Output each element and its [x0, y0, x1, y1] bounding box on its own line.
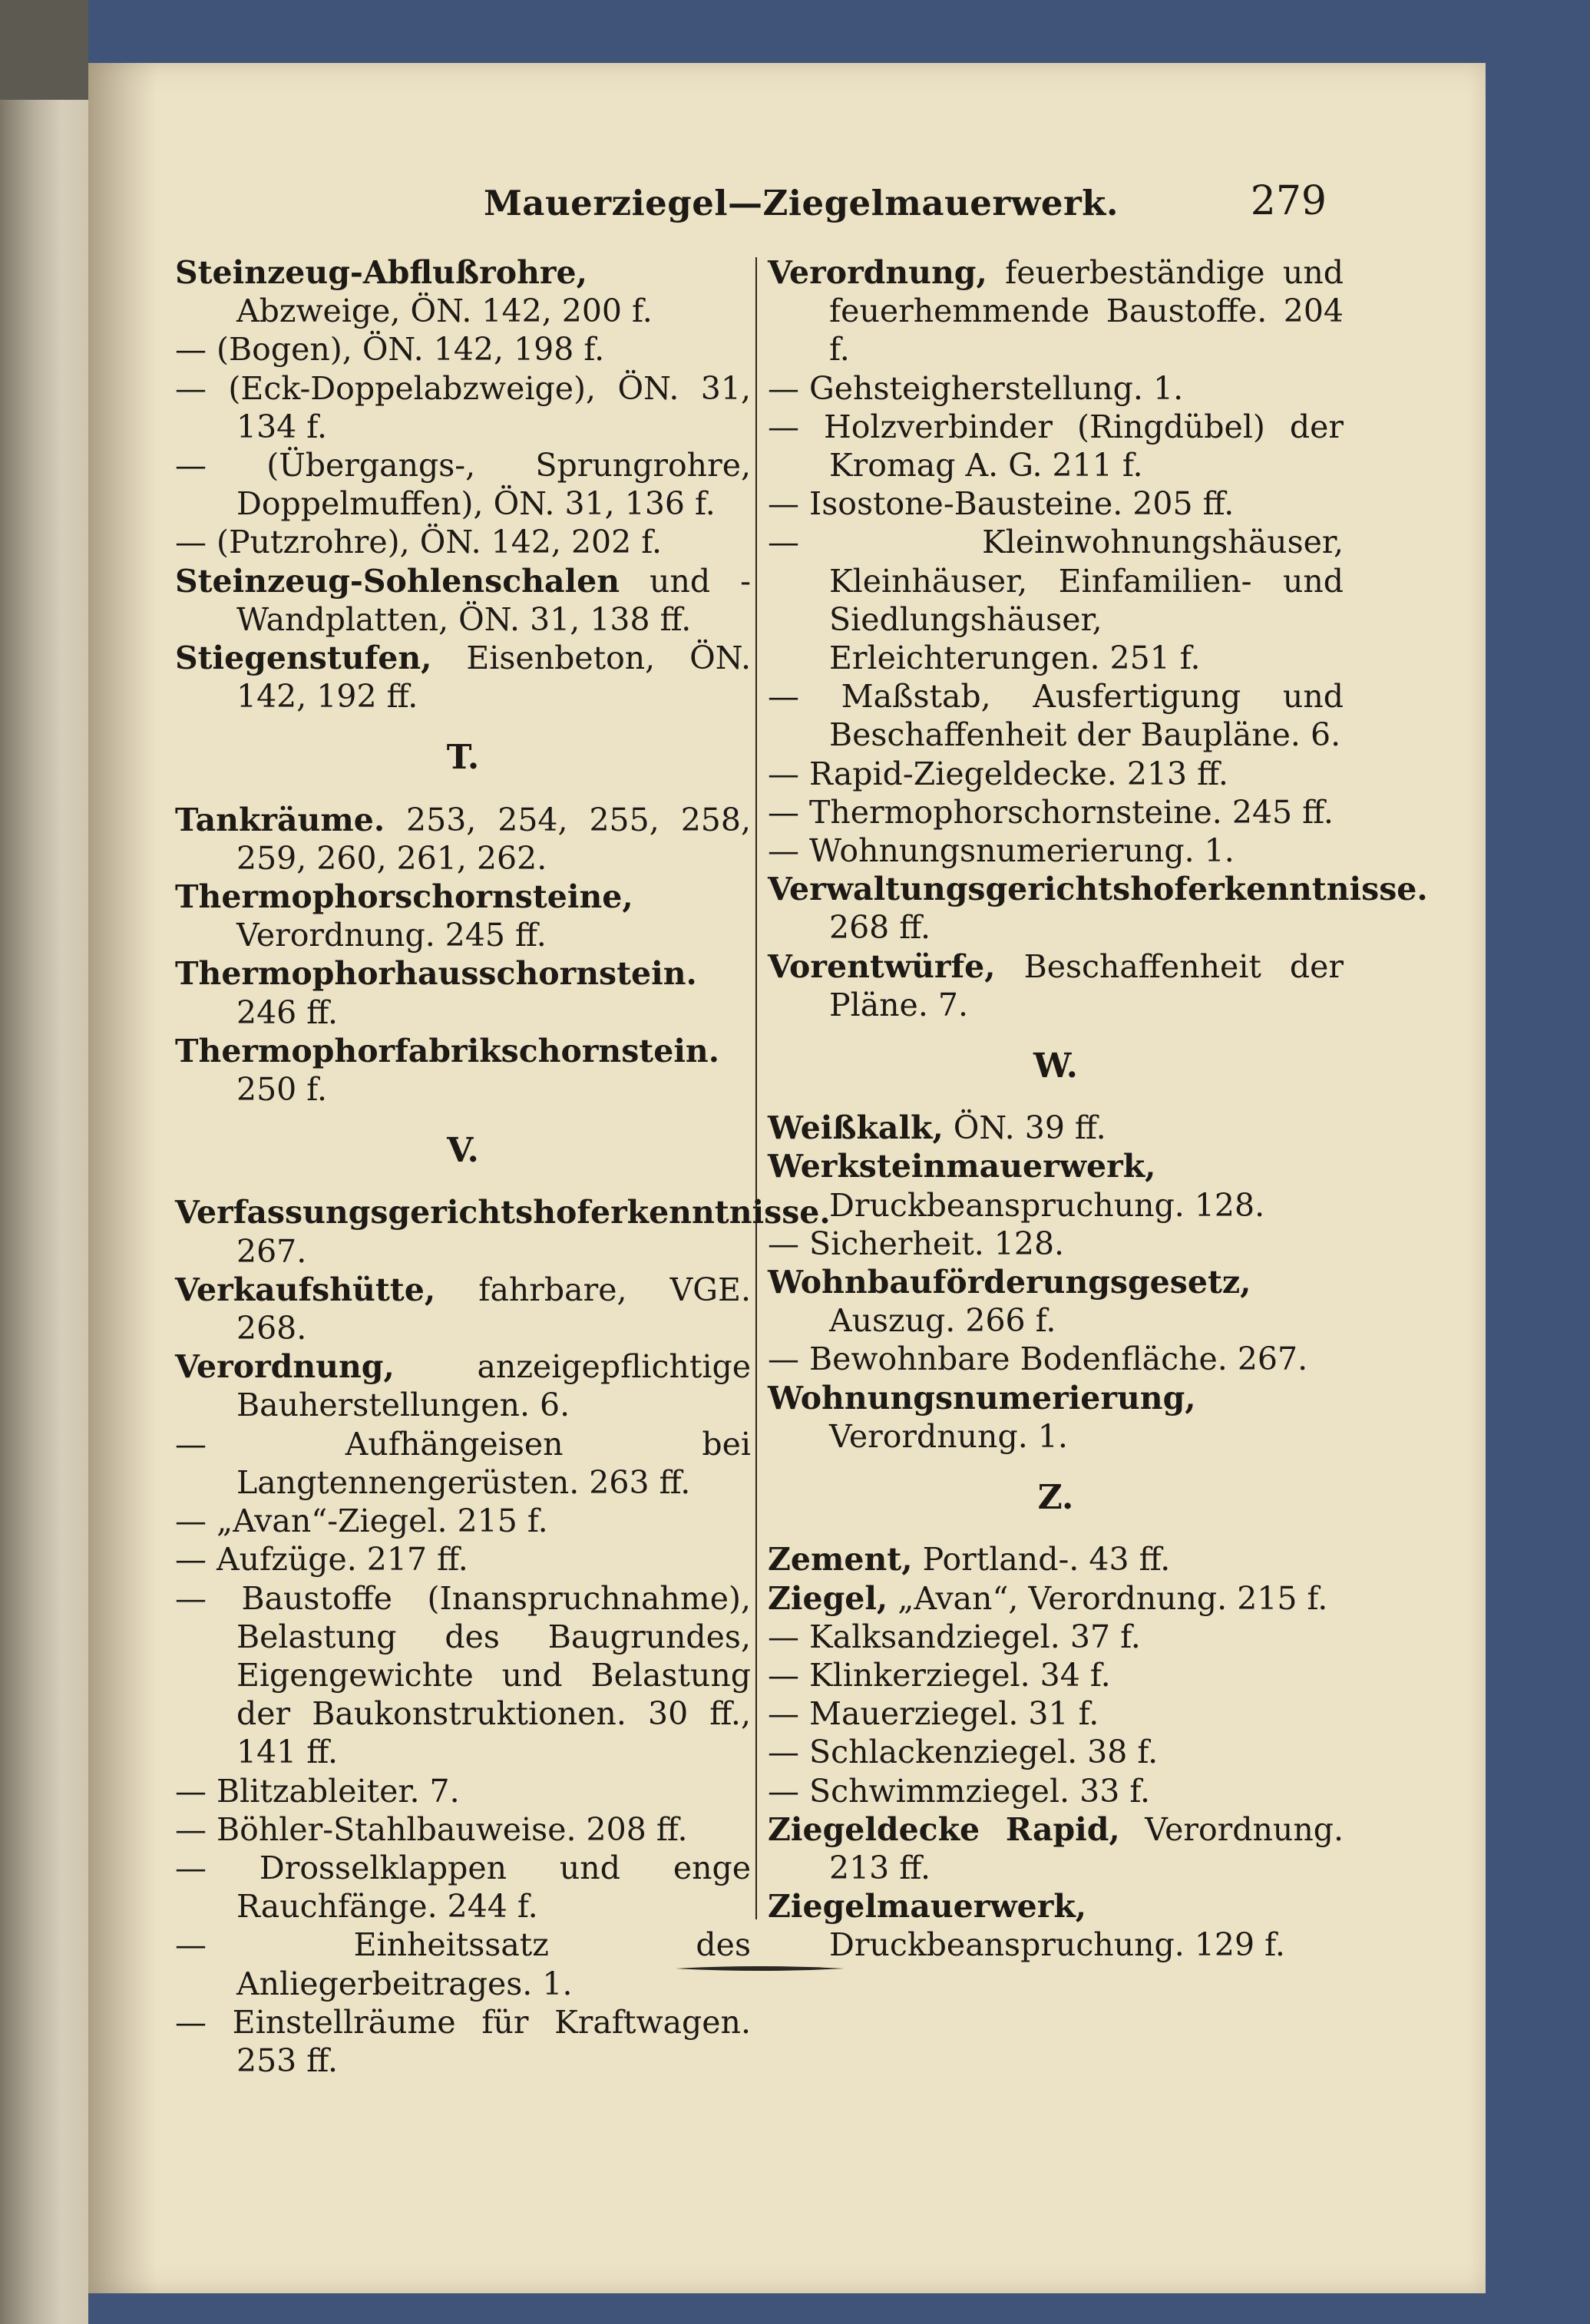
index-entry — [175, 639, 751, 716]
entry-text: Verordnung. 213 ff. — [829, 1810, 1344, 1886]
entry-text: — (Übergangs-, Sprungrohre, Doppelmuffen), ÖN. 31, 136 f. — [175, 447, 751, 523]
book-spine-corner — [0, 0, 88, 100]
section-letter: Z. — [1037, 1478, 1074, 1518]
page-number: 279 — [1250, 178, 1327, 224]
index-entry — [768, 1733, 1344, 1771]
index-entry — [768, 484, 1344, 523]
index-entry — [175, 1772, 751, 1810]
section-letter: W. — [1033, 1046, 1078, 1086]
entry-heading: Werksteinmauerwerk, — [768, 1148, 1156, 1185]
entry-text: — Schlackenziegel. 38 f. — [768, 1734, 1159, 1771]
entry-text: Druckbeanspruchung. 128. — [829, 1186, 1265, 1224]
entry-text: — Bewohnbare Bodenfläche. 267. — [768, 1341, 1308, 1378]
entry-text: 246 ff. — [236, 993, 338, 1031]
entry-text: — Einheitssatz des Anliegerbeitrages. 1. — [175, 1926, 751, 2002]
index-entry — [175, 1810, 751, 1849]
entry-text: — Kalksandziegel. 37 f. — [768, 1618, 1141, 1655]
entry-text: — Rapid-Ziegeldecke. 213 ff. — [768, 755, 1228, 792]
entry-text: — Klinkerziegel. 34 f. — [768, 1656, 1111, 1694]
entry-text: — Einstellräume für Kraftwagen. 253 ff. — [175, 2003, 751, 2079]
index-entry — [768, 831, 1344, 870]
entry-heading: Ziegel, — [768, 1579, 888, 1617]
entry-text: — Aufhängeisen bei Langtennengerüsten. 263 ff. — [175, 1425, 751, 1501]
entry-heading: Ziegelmauerwerk, — [768, 1888, 1087, 1926]
index-entry — [768, 1656, 1344, 1694]
index-entry — [175, 1271, 751, 1347]
entry-heading: Thermophorhausschornstein. — [175, 955, 697, 993]
entry-text: — Mauerziegel. 31 f. — [768, 1695, 1099, 1733]
index-entry — [768, 677, 1344, 754]
entry-heading: Zement, — [768, 1541, 913, 1579]
index-entry — [768, 1694, 1344, 1733]
index-entry — [768, 253, 1344, 369]
entry-text: fahrbare, VGE. 268. — [236, 1271, 751, 1347]
entry-heading: Stiegenstufen, — [175, 640, 432, 677]
index-entry — [768, 1810, 1344, 1887]
entry-heading: Wohnbauförderungsgesetz, — [768, 1264, 1251, 1301]
index-entry — [768, 1379, 1344, 1456]
entry-text: Portland-. 43 ff. — [922, 1541, 1171, 1579]
entry-heading: Verfassungsgerichtshoferkenntnisse. — [175, 1194, 831, 1231]
entry-text: Auszug. 266 f. — [829, 1302, 1056, 1340]
running-header: Mauerziegel—Ziegelmauerwerk. — [484, 183, 1119, 223]
index-entry — [175, 330, 751, 369]
entry-heading: Weißkalk, — [768, 1109, 944, 1147]
index-entry — [175, 1540, 751, 1579]
index-entry — [175, 1502, 751, 1540]
index-entry — [175, 369, 751, 446]
gutter-shadow — [88, 63, 157, 2293]
entry-text: 253, 254, 255, 258, 259, 260, 261, 262. — [236, 801, 751, 877]
entry-text: — Böhler-Stahlbauweise. 208 ff. — [175, 1810, 688, 1848]
entry-heading: Steinzeug-Sohlenschalen — [175, 562, 620, 600]
entry-text: „Avan“, Verordnung. 215 f. — [897, 1579, 1328, 1617]
entry-text: — (Bogen), ÖN. 142, 198 f. — [175, 331, 605, 369]
index-entry — [768, 1772, 1344, 1810]
end-ornament — [676, 1965, 845, 1972]
index-entry — [768, 1147, 1344, 1224]
entry-text: — Drosselklappen und enge Rauchfänge. 244 f. — [175, 1849, 751, 1926]
entry-text: 268 ff. — [829, 909, 931, 947]
entry-text: — Wohnungsnumerierung. 1. — [768, 832, 1235, 870]
index-entry — [768, 755, 1344, 793]
index-entry — [175, 446, 751, 523]
index-entry — [175, 1347, 751, 1424]
index-entry — [175, 253, 751, 330]
index-entry — [768, 947, 1344, 1024]
column-divider — [755, 257, 757, 1919]
entry-text: — Maßstab, Ausfertigung und Beschaffenheit der Baupläne. 6. — [768, 678, 1344, 754]
entry-heading: Verordnung, — [768, 254, 987, 291]
entry-text: Druckbeanspruchung. 129 f. — [829, 1926, 1285, 1964]
entry-heading: Verordnung, — [175, 1348, 395, 1386]
index-entry — [175, 1425, 751, 1502]
index-entry — [768, 408, 1344, 484]
index-entry — [175, 1193, 831, 1270]
entry-text: — Aufzüge. 217 ff. — [175, 1541, 468, 1579]
entry-text: — Blitzableiter. 7. — [175, 1772, 460, 1810]
index-entry — [175, 1926, 751, 2002]
entry-text: — Gehsteigherstellung. 1. — [768, 369, 1184, 407]
section-letter: V. — [447, 1131, 479, 1171]
entry-heading: Thermophorschornsteine, — [175, 878, 633, 916]
entry-heading: Thermophorfabrikschornstein. — [175, 1032, 719, 1069]
index-entry — [768, 523, 1344, 677]
index-entry — [768, 1225, 1344, 1263]
index-entry — [175, 801, 751, 878]
entry-text: — „Avan“-Ziegel. 215 f. — [175, 1503, 548, 1540]
entry-text: Beschaffenheit der Pläne. 7. — [829, 947, 1344, 1023]
index-entry — [768, 1618, 1344, 1656]
index-entry — [175, 1849, 751, 1926]
index-column-left — [175, 253, 831, 2080]
entry-text: feuerbeständige und feuerhemmende Baustoffe. 204 f. — [829, 254, 1344, 369]
entry-text: — (Eck-Doppelabzweige), ÖN. 31, 134 f. — [175, 369, 751, 445]
entry-text: — Schwimmziegel. 33 f. — [768, 1772, 1151, 1810]
entry-heading: Wohnungsnumerierung, — [768, 1379, 1196, 1417]
index-entry — [175, 523, 751, 561]
index-entry — [768, 793, 1344, 831]
index-column-right — [768, 253, 1428, 1965]
index-entry — [175, 878, 751, 954]
entry-text: — Holzverbinder (Ringdübel) der Kromag A. G. 211 f. — [768, 408, 1344, 484]
entry-text: — Kleinwohnungshäuser, Kleinhäuser, Einfamilien- und Siedlungshäuser, Erleichterungen. 251 f. — [768, 524, 1344, 677]
index-entry — [768, 369, 1344, 408]
entry-heading: Steinzeug-Abflußrohre, — [175, 254, 587, 291]
book-cover-edge — [0, 0, 88, 2324]
index-entry — [768, 1540, 1344, 1579]
entry-text: Abzweige, ÖN. 142, 200 f. — [236, 293, 653, 330]
entry-text: anzeigepflichtige Bauherstellungen. 6. — [236, 1348, 751, 1424]
entry-text: Verordnung. 1. — [829, 1417, 1068, 1455]
index-entry — [175, 1579, 751, 1772]
entry-text: Verordnung. 245 ff. — [236, 917, 547, 954]
index-entry — [768, 1263, 1344, 1340]
index-entry — [768, 1579, 1344, 1618]
entry-text: — Thermophorschornsteine. 245 ff. — [768, 793, 1334, 831]
index-entry — [175, 2003, 751, 2080]
entry-heading: Tankräume. — [175, 801, 385, 838]
entry-text: — Baustoffe (Inanspruchnahme), Belastung des Baugrundes, Eigengewichte und Belastung der Baukonstruktionen. 30 ff., 141 ff. — [175, 1579, 751, 1771]
index-entry — [768, 1109, 1344, 1147]
index-entry — [768, 1887, 1344, 1964]
index-entry — [175, 562, 751, 639]
index-entry — [175, 1032, 751, 1109]
entry-heading: Verkaufshütte, — [175, 1271, 436, 1308]
index-entry — [175, 954, 751, 1031]
entry-text: ÖN. 39 ff. — [953, 1109, 1106, 1147]
entry-text: 267. — [236, 1232, 307, 1270]
section-letter: T. — [446, 738, 480, 778]
entry-heading: Verwaltungsgerichtshoferkenntnisse. — [768, 871, 1428, 908]
entry-heading: Vorentwürfe, — [768, 947, 996, 985]
entry-text: — Isostone-Bausteine. 205 ff. — [768, 485, 1235, 523]
entry-text: 250 f. — [236, 1071, 328, 1109]
entry-text: — Sicherheit. 128. — [768, 1225, 1065, 1262]
entry-text: — (Putzrohre), ÖN. 142, 202 f. — [175, 524, 662, 561]
index-entry — [768, 1340, 1344, 1378]
entry-heading: Ziegeldecke Rapid, — [768, 1810, 1120, 1848]
entry-text: Eisenbeton, ÖN. 142, 192 ff. — [236, 640, 751, 716]
index-entry — [768, 870, 1428, 947]
entry-text: und -Wandplatten, ÖN. 31, 138 ff. — [236, 562, 751, 638]
